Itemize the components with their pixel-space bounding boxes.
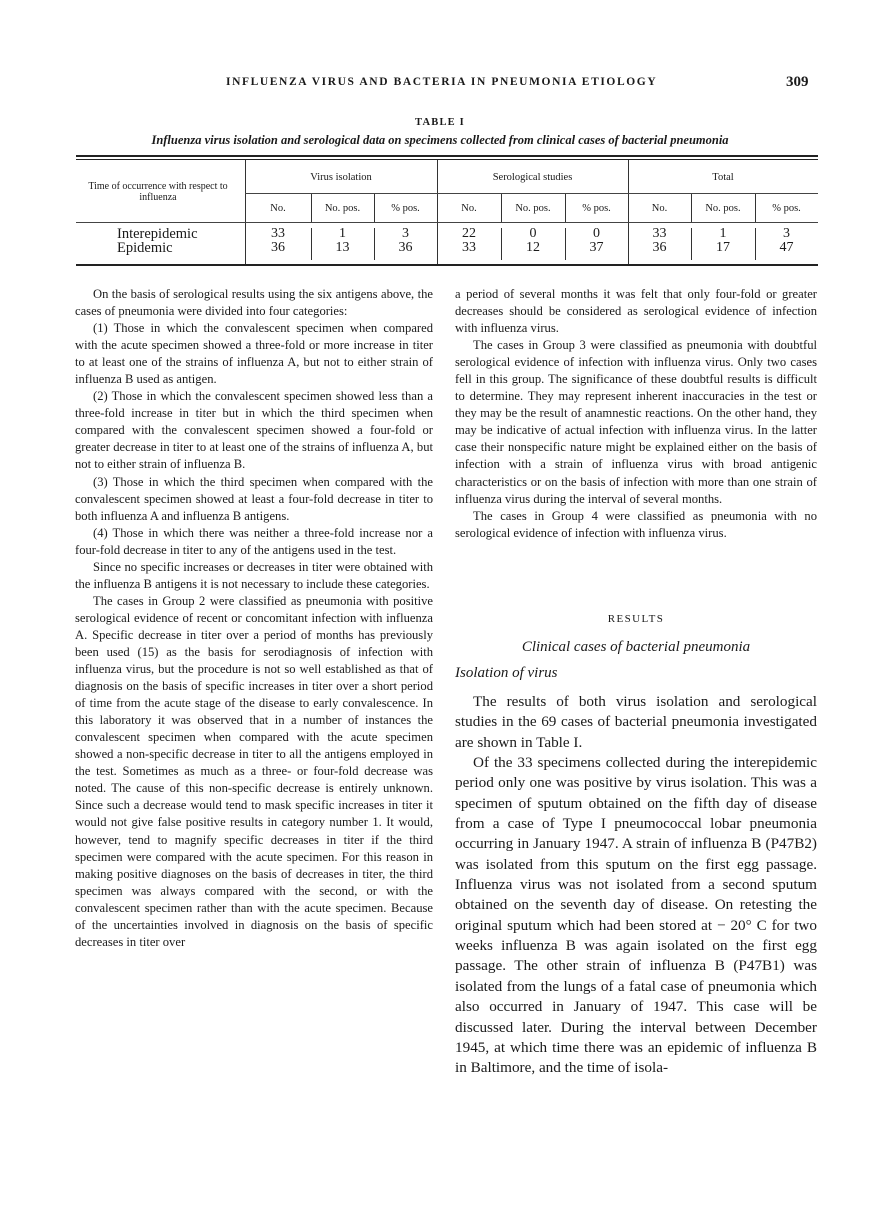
subheader-pct-pos: % pos.: [582, 203, 611, 214]
table-cell: 36: [271, 240, 285, 255]
paragraph: On the basis of serological results using the six antigens above, the cases of pneumonia were divided into four categories:: [75, 287, 433, 319]
paragraph: (3) Those in which the third specimen when compared with the convalescent specimen showed at least a four-fold decrease in titer to both influenza A and influenza B antigens.: [75, 474, 433, 523]
table-bottom-rule: [76, 264, 818, 266]
table-cell: 3: [402, 226, 409, 241]
table-cell: 36: [652, 240, 667, 255]
table-cell: 3: [783, 226, 790, 241]
paragraph: The results of both virus isolation and serological studies in the 69 cases of bacterial pneumonia investigated are shown in Table I.: [455, 693, 817, 751]
subheader-no-pos: No. pos.: [705, 203, 741, 214]
table-label: TABLE I: [415, 117, 465, 128]
paragraph: The cases in Group 3 were classified as pneumonia with doubtful serological evidence of infection with influenza virus. Only two cases fell in this group. The significance of these doubtful results is difficult to determine. They may represent inherent inaccuracies in the test or they may be the result of anamnestic reactions. On the other hand, they may be indicative of actual infection with influenza virus. In the latter case their nonspecific nature might be explained either on the basis of infection with a strain of influenza virus with broad antigenic characteristics or on the basis of infection with more than one strain of influenza virus during the interval of several months.: [455, 338, 817, 506]
section-heading-results: RESULTS: [607, 613, 665, 625]
group-header-rule: [245, 193, 818, 194]
table-cell: 22: [462, 226, 476, 241]
group-header-serological-studies: Serological studies: [492, 172, 573, 183]
paragraph: Since no specific increases or decreases in titer were obtained with the influenza B antigens it is not necessary to include these categories.: [75, 559, 433, 591]
table-caption: Influenza virus isolation and serological data on specimens collected from clinical cases of bacterial pneumonia: [151, 133, 729, 147]
subheader-no-pos: No. pos.: [324, 203, 361, 214]
right-column-top: [455, 286, 817, 542]
subheader-pct-pos: % pos.: [772, 203, 801, 214]
stub-header: Time of occurrence with respect to influenza: [88, 181, 228, 203]
subsection-heading-clinical: Clinical cases of bacterial pneumonia: [521, 639, 751, 655]
table-cell: 12: [526, 240, 540, 255]
paragraph: Of the 33 specimens collected during the interepidemic period only one was positive by virus isolation. This was a specimen of sputum obtained on the fifth day of disease from a case of Type I pneumococcal lobar pneumonia occurring in January 1947. A strain of influenza B (P47B2) was isolated from this sputum on the first egg passage. Influenza virus was not isolated from a second sputum obtained on the seventh day of disease. On retesting the original sputum which had been stored at − 20° C for two weeks influenza B was again isolated on the first egg passage. The other strain of influenza B (P47B1) was isolated from the lungs of a fatal case of pneumonia which also occurred in January of 1947. This case will be discussed later. During the interval between December 1945, at which time there was an epidemic of influenza B in Baltimore, and the time of isola-: [455, 754, 817, 1077]
table-cell: 37: [589, 240, 604, 255]
table-top-rule-thin: [76, 159, 818, 160]
table-cell: 13: [335, 240, 350, 255]
paragraph: (1) Those in which the convalescent specimen when compared with the acute specimen showed a three-fold or more increase in titer to at least one of the strains of influenza A, but not to either strain of influenza B used as antigen.: [75, 321, 433, 387]
subheader-no-pos: No. pos.: [515, 203, 551, 214]
table-cell: 36: [398, 240, 413, 255]
table-cell: 0: [593, 226, 600, 241]
paragraph: The cases in Group 4 were classified as pneumonia with no serological evidence of infection with influenza virus.: [455, 508, 817, 540]
page-number: 309: [786, 74, 809, 90]
table-cell: 0: [529, 226, 537, 241]
group-header-virus-isolation: Virus isolation: [310, 172, 372, 183]
subheader-rule: [76, 222, 818, 223]
table-cell: 33: [652, 226, 667, 241]
paragraph: (2) Those in which the convalescent specimen showed less than a three-fold increase in titer but in which the third specimen when compared with the convalescent specimen showed a four-fold or greater decrease in titer to at least one of the strains of influenza A, but not to either strain of influenza B.: [75, 389, 433, 472]
table-cell: 33: [271, 226, 285, 241]
table-top-rule: [76, 155, 818, 157]
table-cell: 33: [462, 240, 476, 255]
table-cell: 1: [339, 226, 346, 241]
left-column: [75, 286, 433, 951]
subheader-no: No.: [651, 203, 668, 214]
subheader-no: No.: [461, 203, 477, 214]
running-head: INFLUENZA VIRUS AND BACTERIA IN PNEUMONIA ETIOLOGY: [226, 76, 658, 88]
row-label-epidemic: Epidemic: [117, 240, 173, 256]
subsubsection-heading-isolation: Isolation of virus: [455, 665, 558, 681]
table-cell: 17: [716, 240, 730, 255]
row-label-interepidemic: Interepidemic: [117, 226, 198, 242]
right-column-bottom: [455, 692, 817, 1079]
paragraph: (4) Those in which there was neither a three-fold increase nor a four-fold decrease in titer to any of the antigens used in the test.: [75, 525, 433, 557]
subheader-pct-pos: % pos.: [391, 203, 420, 214]
paragraph: a period of several months it was felt that only four-fold or greater decreases should be considered as serological evidence of infection with influenza virus.: [455, 287, 817, 336]
paragraph: The cases in Group 2 were classified as pneumonia with positive serological evidence of recent or concomitant infection with influenza A. Specific decrease in titer over a period of months has previously been used (15) as the basis for serodiagnosis of infection with influenza virus, but the procedure is not so well established as that of diagnosis on the basis of specific increases in titer over a short period of time from the acute stage of the disease to early convalescence. In this laboratory it was observed that in a number of instances the convalescent specimen when compared with the acute specimen showed a non-specific decrease in titer to all the antigens employed in the test. Sometimes as much as a three- or four-fold decrease was noted. The cause of this non-specific decrease is entirely unknown. Since such a decrease would tend to mask specific increases in titer it would not give false positive results in category number 1. It would, however, tend to magnify specific decreases in titer if the third specimen were compared with the acute specimen. For this reason in making positive diagnoses on the basis of decreases in titer, the third specimen was always compared with the second, or with the convalescent specimen rather than with the acute specimen. Because of the uncertainties involved in diagnosis on the basis of specific decreases in titer over: [75, 593, 433, 949]
table-cell: 1: [719, 226, 727, 241]
table-cell: 47: [779, 240, 794, 255]
group-header-total: Total: [712, 172, 734, 183]
subheader-no: No.: [270, 203, 286, 214]
